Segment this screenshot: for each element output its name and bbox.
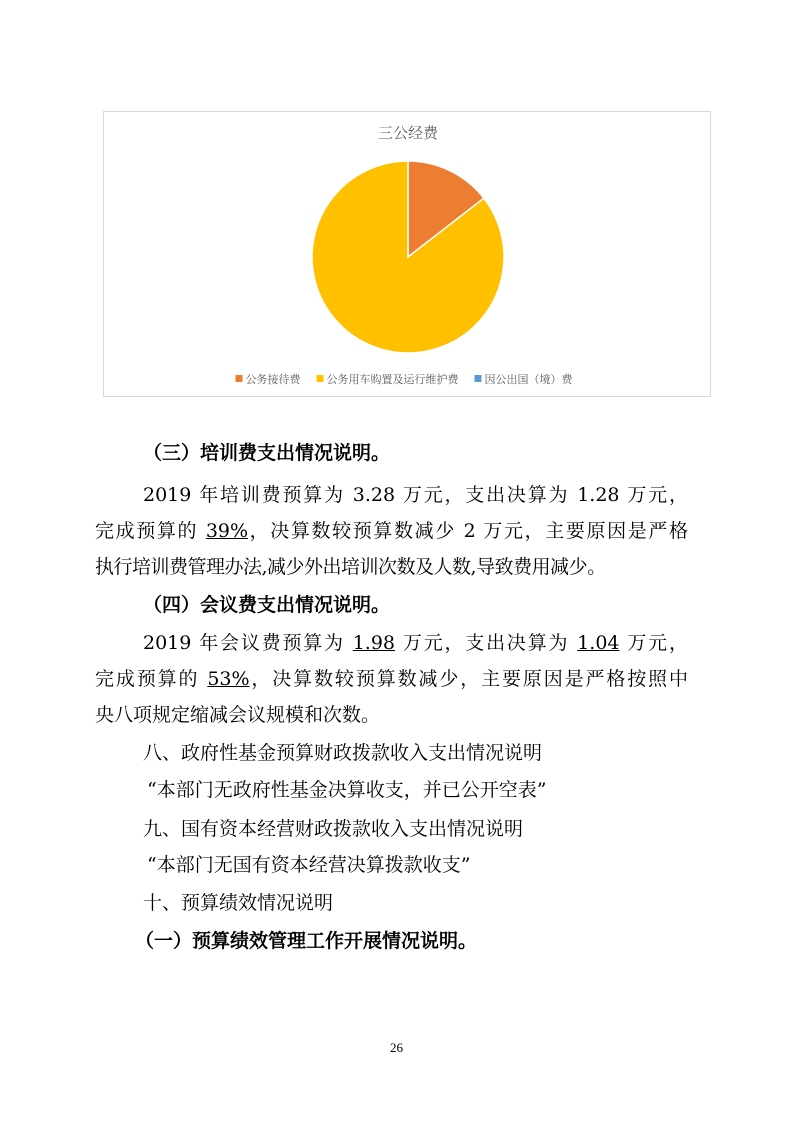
completion-rate-meeting: 53% (207, 668, 250, 690)
meeting-actual-value: 1.04 (577, 632, 620, 654)
legend-label-1: 公务接待费 (245, 373, 301, 386)
section-8-note: “本部门无政府性基金决算收支，并已公开空表” (147, 779, 547, 801)
text-span: 万元， (619, 632, 688, 654)
text-span: 完成预算的 (95, 520, 206, 542)
text-span: 万元，支出决算为 (395, 632, 578, 654)
section-4-paragraph-line-2 (95, 666, 688, 692)
section-3-paragraph-line-1: 2019 年培训费预算为 3.28 万元，支出决算为 1.28 万元， (143, 484, 688, 506)
meeting-budget-value: 1.98 (352, 632, 396, 654)
page-number: 26 (390, 1040, 403, 1055)
legend-swatch-3 (475, 375, 482, 382)
text-span: ，决算数较预算数减少 2 万元，主要原因是严格 (248, 520, 689, 542)
section-3-paragraph-line-2 (95, 518, 688, 544)
section-10-1-heading: （一）预算绩效管理工作开展情况说明。 (135, 930, 478, 952)
section-4-heading: （四）会议费支出情况说明。 (143, 594, 391, 616)
legend-label-2: 公务用车购置及运行维护费 (326, 373, 459, 386)
pie-chart-svg (104, 112, 712, 398)
section-3-heading: （三）培训费支出情况说明。 (143, 442, 391, 464)
section-10-heading: 十、预算绩效情况说明 (143, 892, 334, 914)
legend-label-3: 因公出国（境）费 (484, 373, 573, 386)
section-8-heading: 八、政府性基金预算财政拨款收入支出情况说明 (143, 742, 543, 764)
section-9-note: “本部门无国有资本经营决算拨款收支” (147, 854, 471, 876)
legend-swatch-1 (236, 375, 243, 382)
legend-swatch-2 (317, 375, 324, 382)
section-4-paragraph-line-1 (143, 630, 688, 656)
text-span: ，决算数较预算数减少，主要原因是严格按照中 (249, 668, 688, 690)
text-span: 完成预算的 (95, 668, 208, 690)
completion-rate-training: 39% (205, 520, 249, 542)
text-span: 2019 年会议费预算为 (143, 632, 353, 654)
section-3-paragraph-line-3: 执行培训费管理办法,减少外出培训次数及人数,导致费用减少。 (95, 556, 606, 578)
section-4-paragraph-line-3: 央八项规定缩减会议规模和次数。 (95, 704, 381, 726)
chart-title: 三公经费 (377, 124, 439, 142)
pie-chart (103, 111, 711, 397)
section-9-heading: 九、国有资本经营财政拨款收入支出情况说明 (143, 818, 524, 840)
